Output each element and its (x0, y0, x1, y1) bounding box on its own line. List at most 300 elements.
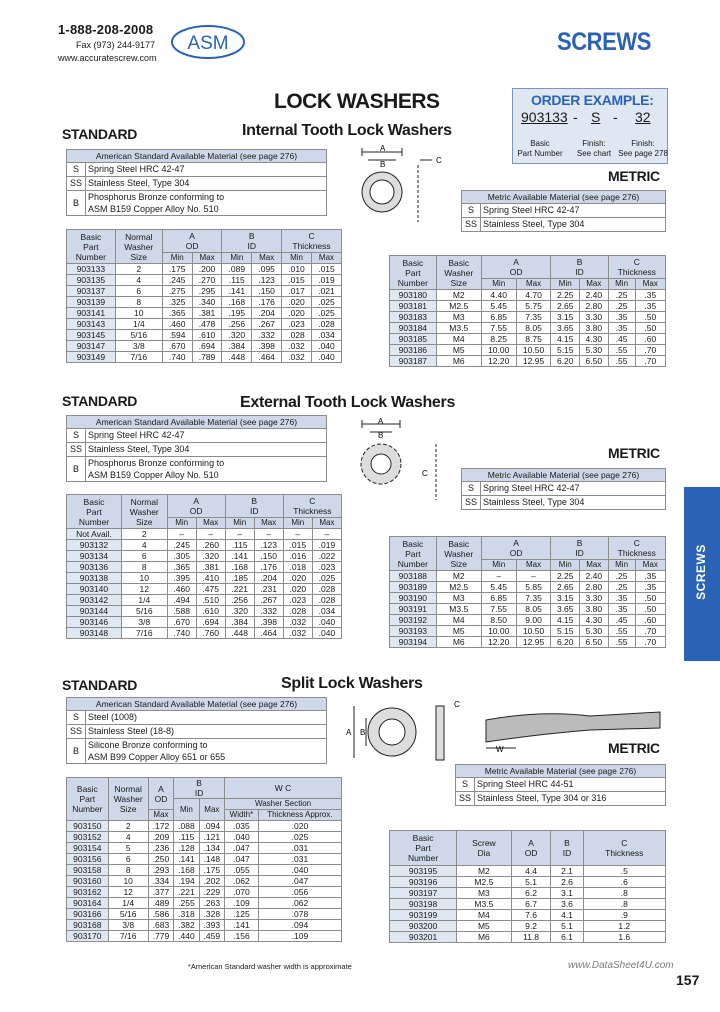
part-number-cell: 903144 (67, 606, 122, 617)
table-cell: .078 (258, 909, 341, 920)
table-cell: 4.40 (481, 290, 516, 301)
table-cell: 10.00 (481, 626, 516, 637)
am-data-table-external: Basic Part Number Normal Washer Size A OD B ID C Thickness Min Max Min Max Min Max Not Avail. 2 – – – – – – 903132 4 .245 .260 .115 .123 .015 .019 903134 6 .305 .320 .141 .150 .016 .022 903136 8 .365 .381 .168 .176 .018 .023 903138 10 .395 .410 .185 .204 .020 .025 903140 12 .460 .475 .221 .231 .020 .028 903142 1/4 .494 .510 .256 .267 .023 .028 903144 5/16 .588 .610 .320 .332 .028 .034 903146 3/8 .670 .694 .384 .398 .032 .040 903148 7/16 .740 .760 .448 .464 .032 .040 (66, 494, 342, 639)
table-cell: .50 (635, 604, 665, 615)
part-number-cell: 903133 (67, 264, 116, 275)
table-cell: .245 (167, 540, 196, 551)
table-cell: 8 (121, 562, 167, 573)
table-cell: 1/4 (108, 898, 148, 909)
phone-number: 1-888-208-2008 (58, 22, 154, 37)
table-cell: 2.25 (551, 290, 580, 301)
part-number-cell: 903145 (67, 330, 116, 341)
part-number-cell: 903143 (67, 319, 116, 330)
table-row (390, 290, 666, 301)
table-row (390, 888, 666, 899)
table-cell: M2.5 (457, 877, 512, 888)
table-cell: .025 (258, 832, 341, 843)
table-row (67, 529, 342, 540)
part-number-cell: 903141 (67, 308, 116, 319)
table-cell: .384 (222, 341, 252, 352)
table-cell: 3.30 (580, 312, 609, 323)
table-cell: .040 (311, 341, 341, 352)
table-cell: .034 (311, 330, 341, 341)
metric-data-table-internal: Basic Part Number Basic Washer Size A OD B ID C Thickness Min Max Min Max Min Max 903180 M2 4.40 4.70 2.25 2.40 .25 .35 903181 M2.5 5.45 5.75 2.65 2.80 .25 .35 903183 M3 6.85 7.35 3.15 3.30 .35 .50 903184 M3.5 7.55 8.05 3.65 3.80 .35 .50 903185 M4 8.25 8.75 4.15 4.30 .45 .60 903186 M5 10.00 10.50 5.15 5.30 .55 .70 903187 M6 12.20 12.95 6.20 6.50 .55 .70 (389, 255, 666, 367)
table-cell: .156 (225, 931, 259, 942)
table-cell: .320 (196, 551, 225, 562)
table-cell: 7.55 (481, 604, 516, 615)
standard-label: STANDARD (62, 677, 138, 693)
table-row (390, 301, 666, 312)
table-cell: .115 (222, 275, 252, 286)
table-row (67, 297, 342, 308)
table-cell: .670 (162, 341, 192, 352)
table-row (67, 854, 342, 865)
table-cell: .35 (608, 312, 635, 323)
table-cell: .040 (311, 352, 341, 363)
table-row (390, 345, 666, 356)
table-cell: M6 (457, 932, 512, 943)
table-cell: .381 (196, 562, 225, 573)
diagram-label-a: A (380, 144, 386, 153)
table-cell: .032 (282, 352, 312, 363)
table-cell: .263 (199, 898, 224, 909)
table-cell: .020 (258, 821, 341, 832)
table-cell: .588 (167, 606, 196, 617)
table-cell: .020 (283, 573, 312, 584)
part-number-cell: 903142 (67, 595, 122, 606)
table-cell: .032 (282, 341, 312, 352)
part-number-cell: 903201 (390, 932, 457, 943)
metric-label: METRIC (608, 740, 660, 756)
table-cell: .109 (225, 898, 259, 909)
table-cell: .459 (199, 931, 224, 942)
external-tooth-washer-diagram (340, 416, 460, 506)
table-cell: .023 (282, 319, 312, 330)
table-cell: 6.50 (580, 356, 609, 367)
section-title-internal: Internal Tooth Lock Washers (242, 122, 452, 139)
table-cell: .245 (162, 275, 192, 286)
table-cell: 10.00 (481, 345, 516, 356)
table-cell: .028 (311, 319, 341, 330)
table-cell: – (516, 571, 551, 582)
am-material-table-split: American Standard Available Material (see page 276) S Steel (1008) SS Stainless Steel (18-8) B Silicone Bronze conforming to ASM B99 Copper Alloy 651 or 655 (66, 697, 327, 764)
table-cell: .25 (608, 571, 635, 582)
table-cell: .062 (258, 898, 341, 909)
table-row (390, 877, 666, 888)
table-cell: .384 (225, 617, 254, 628)
table-cell: .70 (635, 626, 665, 637)
table-cell: 7.55 (481, 323, 516, 334)
table-cell: .015 (311, 264, 341, 275)
table-cell: .017 (282, 286, 312, 297)
table-cell: .028 (312, 584, 341, 595)
table-cell: .056 (258, 887, 341, 898)
part-number-cell: 903199 (390, 910, 457, 921)
table-cell: .9 (583, 910, 665, 921)
order-material-label: Finish: See chart (576, 139, 612, 158)
table-cell: .094 (258, 920, 341, 931)
material-header: American Standard Available Material (see page 276) (67, 150, 327, 163)
table-cell: .202 (199, 876, 224, 887)
table-cell: 6.1 (551, 932, 583, 943)
table-cell: M4 (436, 615, 481, 626)
table-cell: .35 (608, 604, 635, 615)
table-cell: 6 (121, 551, 167, 562)
table-cell: .229 (199, 887, 224, 898)
table-cell: .195 (222, 308, 252, 319)
part-number-cell: 903140 (67, 584, 122, 595)
table-cell: 4 (108, 832, 148, 843)
table-cell: M3.5 (457, 899, 512, 910)
table-cell: 2.25 (551, 571, 580, 582)
table-cell: .236 (148, 843, 173, 854)
part-number-cell: 903170 (67, 931, 109, 942)
part-number-cell: 903162 (67, 887, 109, 898)
part-number-cell: 903190 (390, 593, 437, 604)
table-cell: M3 (436, 593, 481, 604)
table-row (67, 319, 342, 330)
table-cell: 7/16 (115, 352, 162, 363)
table-cell: .70 (635, 637, 665, 648)
table-cell: 4.70 (516, 290, 551, 301)
table-cell: 12 (108, 887, 148, 898)
table-cell: 5.1 (511, 877, 551, 888)
table-cell: .332 (254, 606, 283, 617)
table-row (390, 323, 666, 334)
table-row (390, 899, 666, 910)
table-cell: 10 (108, 876, 148, 887)
table-cell: .123 (252, 275, 282, 286)
part-number-cell: 903139 (67, 297, 116, 308)
split-washer-diagram (340, 698, 470, 768)
side-tab-screws[interactable]: SCREWS (684, 487, 720, 661)
table-row (67, 909, 342, 920)
table-cell: .670 (167, 617, 196, 628)
table-cell: M5 (436, 345, 481, 356)
table-cell: 3.15 (551, 593, 580, 604)
table-cell: .55 (608, 345, 635, 356)
table-row (67, 821, 342, 832)
table-cell: .023 (283, 595, 312, 606)
table-row (67, 606, 342, 617)
table-cell: M4 (457, 910, 512, 921)
table-cell: .040 (312, 617, 341, 628)
table-cell: 8 (115, 297, 162, 308)
table-cell: .168 (222, 297, 252, 308)
table-cell: .115 (174, 832, 199, 843)
table-cell: 6.50 (580, 637, 609, 648)
part-number-cell: 903195 (390, 866, 457, 877)
table-cell: .267 (252, 319, 282, 330)
table-cell: 12.20 (481, 356, 516, 367)
table-cell: 8.75 (516, 334, 551, 345)
table-cell: 5.30 (580, 626, 609, 637)
metric-material-table-internal: Metric Available Material (see page 276) S Spring Steel HRC 42-47 SS Stainless Steel, Type 304 (461, 190, 666, 232)
table-cell: .25 (608, 582, 635, 593)
page-title: LOCK WASHERS (274, 90, 440, 113)
table-row (390, 356, 666, 367)
table-row (67, 617, 342, 628)
table-cell: .489 (148, 898, 173, 909)
table-cell: 4 (115, 275, 162, 286)
diagram-label-c: C (422, 469, 428, 478)
part-number-cell: 903188 (390, 571, 437, 582)
table-cell: 5.30 (580, 345, 609, 356)
am-material-table-internal: American Standard Available Material (see page 276) S Spring Steel HRC 42-47 SS Stainless Steel, Type 304 B Phosphorus Bronze conforming to ASM B159 Copper Alloy No. 510 (66, 149, 327, 216)
table-row (390, 334, 666, 345)
table-cell: – (196, 529, 225, 540)
table-cell: .305 (167, 551, 196, 562)
table-cell: 6.85 (481, 312, 516, 323)
table-cell: .740 (162, 352, 192, 363)
table-cell: .398 (252, 341, 282, 352)
table-cell: .35 (635, 290, 665, 301)
table-cell: M6 (436, 637, 481, 648)
table-row (390, 593, 666, 604)
table-cell: .032 (283, 617, 312, 628)
table-cell: .250 (148, 854, 173, 865)
table-cell: .35 (608, 593, 635, 604)
table-cell: .123 (254, 540, 283, 551)
table-cell: .062 (225, 876, 259, 887)
order-finish-label: Finish: See page 278 (618, 139, 668, 158)
table-cell: .088 (174, 821, 199, 832)
table-cell: .094 (199, 821, 224, 832)
table-cell: .010 (282, 264, 312, 275)
table-cell: M2 (436, 571, 481, 582)
table-cell: .168 (174, 865, 199, 876)
table-cell: .150 (252, 286, 282, 297)
table-cell: 2.40 (580, 571, 609, 582)
table-cell: .055 (225, 865, 259, 876)
part-number-cell: 903180 (390, 290, 437, 301)
table-cell: .320 (222, 330, 252, 341)
category-title: SCREWS (557, 28, 651, 56)
table-cell: .381 (192, 308, 222, 319)
table-cell: .35 (608, 323, 635, 334)
table-cell: M2.5 (436, 301, 481, 312)
table-cell: .175 (162, 264, 192, 275)
table-cell: 2 (108, 821, 148, 832)
table-cell: .464 (252, 352, 282, 363)
table-cell: 10 (121, 573, 167, 584)
part-number-cell: 903183 (390, 312, 437, 323)
table-cell: .25 (608, 290, 635, 301)
diagram-label-a: A (378, 417, 384, 426)
table-cell: .694 (192, 341, 222, 352)
table-cell: .365 (167, 562, 196, 573)
table-row (67, 876, 342, 887)
table-cell: 5.1 (551, 921, 583, 932)
watermark: www.DataSheet4U.com (568, 960, 674, 971)
table-cell: .125 (225, 909, 259, 920)
part-number-cell: 903156 (67, 854, 109, 865)
am-material-table-external: American Standard Available Material (see page 276) S Spring Steel HRC 42-47 SS Stainless Steel, Type 304 B Phosphorus Bronze conforming to ASM B159 Copper Alloy No. 510 (66, 415, 327, 482)
section-title-split: Split Lock Washers (281, 675, 423, 692)
part-number-cell: 903149 (67, 352, 116, 363)
table-cell: 12.95 (516, 637, 551, 648)
table-cell: 3.80 (580, 604, 609, 615)
table-cell: .275 (162, 286, 192, 297)
table-cell: 3/8 (115, 341, 162, 352)
table-cell: .779 (148, 931, 173, 942)
table-cell: .148 (199, 854, 224, 865)
table-row (390, 921, 666, 932)
part-number-cell: 903132 (67, 540, 122, 551)
table-cell: .35 (635, 301, 665, 312)
table-cell: 7/16 (108, 931, 148, 942)
table-cell: .510 (196, 595, 225, 606)
table-row (390, 571, 666, 582)
table-cell: .332 (252, 330, 282, 341)
table-cell: .020 (282, 297, 312, 308)
table-cell: 7.35 (516, 593, 551, 604)
table-cell: 8.05 (516, 323, 551, 334)
table-cell: – (481, 571, 516, 582)
part-number-cell: 903194 (390, 637, 437, 648)
table-row (67, 275, 342, 286)
table-cell: M2 (457, 866, 512, 877)
table-cell: 8.50 (481, 615, 516, 626)
table-cell: 2.80 (580, 582, 609, 593)
table-cell: .410 (196, 573, 225, 584)
metric-label: METRIC (608, 168, 660, 184)
table-cell: 1.6 (583, 932, 665, 943)
table-cell: 3.65 (551, 323, 580, 334)
table-cell: .047 (225, 854, 259, 865)
part-number-cell: 903148 (67, 628, 122, 639)
order-example-box (512, 88, 668, 164)
part-number-cell: 903187 (390, 356, 437, 367)
table-cell: .209 (148, 832, 173, 843)
table-cell: .50 (635, 312, 665, 323)
table-row (390, 626, 666, 637)
table-cell: .256 (222, 319, 252, 330)
table-cell: .594 (162, 330, 192, 341)
order-part: 903133 (521, 109, 568, 125)
table-cell: .395 (167, 573, 196, 584)
part-number-cell: 903138 (67, 573, 122, 584)
table-cell: .60 (635, 615, 665, 626)
part-number-cell: 903181 (390, 301, 437, 312)
metric-material-table-external: Metric Available Material (see page 276) S Spring Steel HRC 42-47 SS Stainless Steel, Type 304 (461, 468, 666, 510)
table-cell: .194 (174, 876, 199, 887)
table-cell: .25 (608, 301, 635, 312)
table-cell: .095 (252, 264, 282, 275)
table-cell: 6.85 (481, 593, 516, 604)
table-cell: 1.2 (583, 921, 665, 932)
table-cell: .70 (635, 345, 665, 356)
table-cell: 4.30 (580, 334, 609, 345)
part-number-cell: 903158 (67, 865, 109, 876)
table-cell: .028 (312, 595, 341, 606)
table-row (67, 264, 342, 275)
part-number-cell: 903198 (390, 899, 457, 910)
table-cell: M3 (457, 888, 512, 899)
table-cell: 4.15 (551, 615, 580, 626)
table-cell: 12.95 (516, 356, 551, 367)
diagram-label-b: B (380, 160, 386, 169)
table-cell: .204 (254, 573, 283, 584)
table-row (67, 628, 342, 639)
part-number-cell: 903189 (390, 582, 437, 593)
table-cell: .070 (225, 887, 259, 898)
table-cell: .789 (192, 352, 222, 363)
table-cell: 10 (115, 308, 162, 319)
table-cell: 3.6 (551, 899, 583, 910)
table-cell: .295 (192, 286, 222, 297)
table-cell: .025 (312, 573, 341, 584)
metric-data-table-split: Basic Part Number Screw Dia A OD B ID C Thickness 903195 M2 4.4 2.1 .5 903196 M2.5 5.1 2.6 .6 903197 M3 6.2 3.1 .8 903198 M3.5 6.7 3.6 .8 903199 M4 7.6 4.1 .9 903200 M5 9.2 5.1 1.2 903201 M6 11.8 6.1 1.6 (389, 830, 666, 943)
table-cell: .019 (311, 275, 341, 286)
table-cell: .016 (283, 551, 312, 562)
diagram-label-w: W (496, 745, 504, 754)
table-cell: 12 (121, 584, 167, 595)
am-data-table-split: Basic Part Number Normal Washer Size A OD B ID W C Min Max Washer Section Max Width* Thickness Approx. 903150 2 .172 .088 .094 .035 .020 903152 4 .209 .115 .121 .040 .025 903154 5 .236 .128 .134 .047 .031 903156 6 .250 .141 .148 .047 .031 903158 8 .293 .168 .175 .055 .040 903160 10 .334 .194 .202 .062 .047 903162 12 .377 .221 .229 .070 .056 903164 1/4 .489 .255 .263 .109 .062 903166 5/16 .586 .318 .328 .125 .078 903168 3/8 .683 .382 .393 .141 .094 903170 7/16 .779 .440 .459 .156 .109 (66, 777, 342, 942)
table-row (67, 843, 342, 854)
table-row (67, 920, 342, 931)
table-row (67, 865, 342, 876)
table-cell: 2.80 (580, 301, 609, 312)
part-number-cell: 903150 (67, 821, 109, 832)
website-link[interactable]: www.accuratescrew.com (58, 53, 157, 63)
table-row (390, 866, 666, 877)
table-cell: 3.1 (551, 888, 583, 899)
table-cell: 1/4 (115, 319, 162, 330)
table-cell: .221 (174, 887, 199, 898)
table-cell: M3 (436, 312, 481, 323)
table-cell: 7.6 (511, 910, 551, 921)
table-cell: .478 (192, 319, 222, 330)
part-number-cell: 903134 (67, 551, 122, 562)
table-cell: .694 (196, 617, 225, 628)
table-cell: 2.6 (551, 877, 583, 888)
table-cell: .047 (258, 876, 341, 887)
table-cell: .393 (199, 920, 224, 931)
table-cell: – (283, 529, 312, 540)
table-cell: 3.80 (580, 323, 609, 334)
table-cell: 10.50 (516, 626, 551, 637)
table-cell: .460 (162, 319, 192, 330)
table-cell: M3.5 (436, 604, 481, 615)
diagram-label-b: B (378, 431, 384, 440)
asm-logo (170, 24, 246, 60)
table-cell: M4 (436, 334, 481, 345)
table-cell: .448 (225, 628, 254, 639)
table-cell: 5/16 (121, 606, 167, 617)
order-part-label: Basic Part Number (517, 139, 563, 158)
table-row (67, 887, 342, 898)
table-cell: .185 (225, 573, 254, 584)
table-cell: M6 (436, 356, 481, 367)
table-cell: .55 (608, 356, 635, 367)
table-cell: .256 (225, 595, 254, 606)
table-cell: .141 (222, 286, 252, 297)
table-cell: .175 (199, 865, 224, 876)
diagram-label-b: B (360, 728, 366, 737)
table-cell: .035 (225, 821, 259, 832)
table-cell: .020 (283, 584, 312, 595)
table-cell: 4.1 (551, 910, 583, 921)
table-cell: .028 (283, 606, 312, 617)
part-number-cell: 903147 (67, 341, 116, 352)
table-cell: .45 (608, 615, 635, 626)
table-row (67, 832, 342, 843)
table-cell: 4.15 (551, 334, 580, 345)
table-cell: .475 (196, 584, 225, 595)
table-cell: .586 (148, 909, 173, 920)
table-row (390, 582, 666, 593)
